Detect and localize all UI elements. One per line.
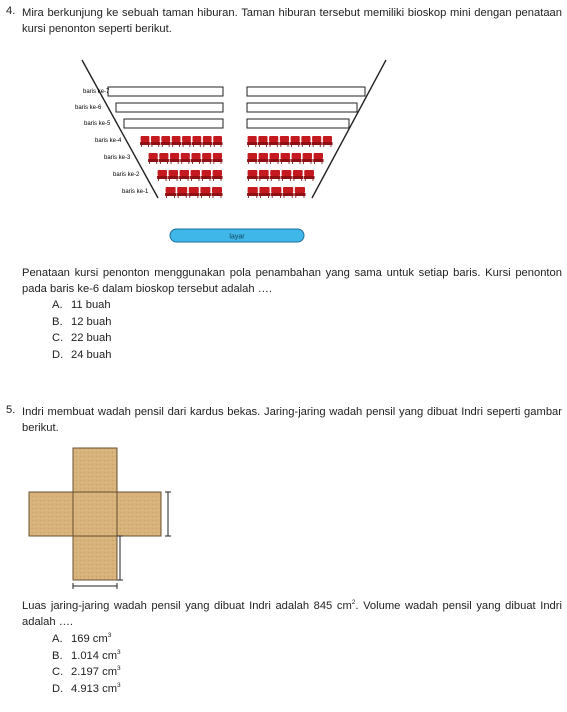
option-b[interactable]: B. 1.014 $cm^3$ bbox=[52, 648, 121, 662]
row3-right-seat bbox=[302, 153, 312, 164]
row3-left-seat bbox=[202, 153, 212, 164]
net-face-right bbox=[117, 492, 161, 536]
option-b[interactable]: B. 12 buah bbox=[52, 315, 112, 328]
row2-right-seat bbox=[304, 170, 315, 181]
question-5 bbox=[6, 404, 562, 436]
question-number: 5. bbox=[6, 404, 16, 416]
row2-right-seat bbox=[247, 170, 258, 181]
row7-right-block bbox=[247, 87, 365, 96]
row3-right-seat bbox=[313, 153, 323, 164]
row1-left-seat bbox=[200, 187, 211, 198]
row2-right-seat bbox=[258, 170, 269, 181]
horizontal-dimension-mark bbox=[73, 583, 117, 589]
net-face-center bbox=[73, 492, 117, 536]
row2-left-seat bbox=[157, 170, 167, 181]
row2-left-seat bbox=[201, 170, 211, 181]
option-c[interactable]: C. 22 buah bbox=[52, 332, 112, 345]
row3-left-seat bbox=[170, 153, 180, 164]
row5-right-block bbox=[247, 119, 349, 128]
row4-left-seat bbox=[182, 136, 192, 147]
row1-right-seat bbox=[283, 187, 294, 198]
row4-right-seat bbox=[322, 136, 332, 147]
row-label-3: baris ke-3 bbox=[104, 155, 131, 161]
options-q5 bbox=[52, 631, 121, 697]
row2-left-seat bbox=[168, 170, 178, 181]
row3-left-seat bbox=[148, 153, 158, 164]
net-face-left bbox=[29, 492, 73, 536]
row1-left-seat bbox=[212, 187, 223, 198]
row4-left-seat bbox=[161, 136, 171, 147]
row-label-4: baris ke-4 bbox=[95, 138, 122, 144]
row4-right-seat bbox=[269, 136, 279, 147]
row3-right-seat bbox=[269, 153, 279, 164]
row3-left-seat bbox=[180, 153, 190, 164]
net-face-bottom bbox=[73, 536, 117, 580]
row2-right-seat bbox=[270, 170, 281, 181]
bottom-right-dimension-mark bbox=[117, 536, 123, 580]
row2-right-seat bbox=[292, 170, 303, 181]
row7-left-block bbox=[108, 87, 223, 96]
net-face-top bbox=[73, 448, 117, 492]
row4-right-seat bbox=[312, 136, 322, 147]
row3-right-seat bbox=[258, 153, 268, 164]
row3-left-seat bbox=[191, 153, 201, 164]
row2-left-seat bbox=[212, 170, 222, 181]
option-d[interactable]: D. 24 buah bbox=[52, 348, 112, 361]
row3-left-seat bbox=[159, 153, 169, 164]
question-number: 4. bbox=[6, 5, 16, 17]
row6-right-block bbox=[247, 103, 357, 112]
options-q4 bbox=[52, 297, 111, 363]
row1-right-seat bbox=[247, 187, 258, 198]
row-label-1: baris ke-1 bbox=[122, 189, 149, 195]
row4-right-seat bbox=[301, 136, 311, 147]
row2-left-seat bbox=[179, 170, 189, 181]
row-label-7: baris ke-7 bbox=[83, 89, 110, 95]
row6-left-block bbox=[116, 103, 223, 112]
question-text: Luas jaring-jaring wadah pensil yang dibuat Indri adalah 845 $cm^2$. Volume wadah pensil yang dibuat Indri adalah …. bbox=[22, 599, 562, 628]
row1-left-seat bbox=[165, 187, 176, 198]
question-intro: Indri membuat wadah pensil dari kardus bekas. Jaring-jaring wadah pensil yang dibuat Indri seperti gambar berikut. bbox=[22, 406, 562, 434]
row4-right-seat bbox=[279, 136, 289, 147]
row1-left-seat bbox=[188, 187, 199, 198]
row4-left-seat bbox=[150, 136, 160, 147]
row-label-2: baris ke-2 bbox=[113, 172, 140, 178]
cube-net-diagram bbox=[0, 440, 567, 590]
row3-right-seat bbox=[291, 153, 301, 164]
seat-layer bbox=[140, 136, 332, 198]
question-5-stem bbox=[6, 598, 562, 630]
option-a[interactable]: A. 11 buah bbox=[52, 299, 111, 311]
row4-left-seat bbox=[202, 136, 212, 147]
row3-left-seat bbox=[212, 153, 222, 164]
row1-left-seat bbox=[177, 187, 188, 198]
option-d[interactable]: D. 4.913 $cm^3$ bbox=[52, 681, 121, 695]
row4-left-seat bbox=[192, 136, 202, 147]
row4-left-seat bbox=[171, 136, 181, 147]
row4-right-seat bbox=[258, 136, 268, 147]
row1-right-seat bbox=[271, 187, 282, 198]
row5-left-block bbox=[124, 119, 223, 128]
row2-left-seat bbox=[190, 170, 200, 181]
row4-left-seat bbox=[140, 136, 150, 147]
vertical-dimension-mark bbox=[165, 492, 171, 536]
row4-left-seat bbox=[213, 136, 223, 147]
question-intro: Mira berkunjung ke sebuah taman hiburan. Taman hiburan tersebut memiliki bioskop mini dengan penataan kursi penonton seperti berikut. bbox=[22, 7, 562, 35]
row4-right-seat bbox=[290, 136, 300, 147]
option-c[interactable]: C. 2.197 $cm^3$ bbox=[52, 665, 121, 679]
row-label-6: baris ke-6 bbox=[75, 105, 102, 111]
row1-right-seat bbox=[259, 187, 270, 198]
question-4 bbox=[6, 5, 562, 37]
row-label-5: baris ke-5 bbox=[84, 121, 111, 127]
screen-label: layar bbox=[229, 233, 245, 241]
option-a[interactable]: A. 169 $cm^3$ bbox=[52, 632, 112, 645]
row4-right-seat bbox=[247, 136, 257, 147]
question-4-stem bbox=[6, 265, 562, 297]
row3-right-seat bbox=[247, 153, 257, 164]
question-text: Penataan kursi penonton menggunakan pola penambahan yang sama untuk setiap baris. Kursi penonton pada baris ke-6 dalam bioskop tersebut adalah …. bbox=[22, 267, 562, 295]
row2-right-seat bbox=[281, 170, 292, 181]
row3-right-seat bbox=[280, 153, 290, 164]
right-wall-line bbox=[312, 60, 386, 198]
row1-right-seat bbox=[294, 187, 305, 198]
